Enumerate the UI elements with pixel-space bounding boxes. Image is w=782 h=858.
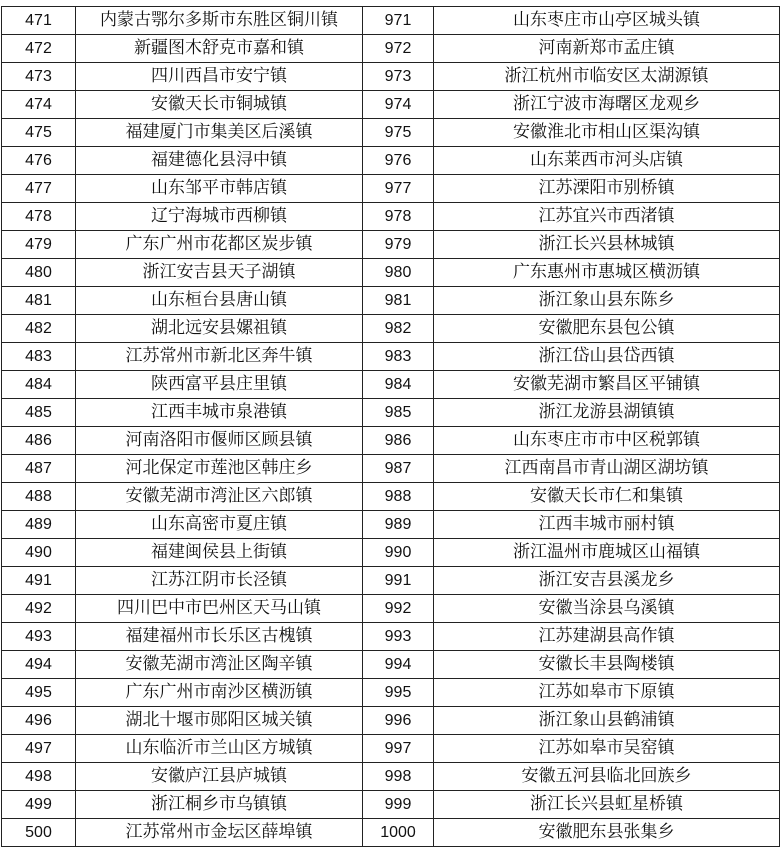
rank-right-cell: 986 xyxy=(363,427,434,455)
town-right-cell: 河南新郑市孟庄镇 xyxy=(434,35,780,63)
rank-left-cell: 491 xyxy=(2,567,76,595)
town-right-cell: 江西丰城市丽村镇 xyxy=(434,511,780,539)
town-ranking-table xyxy=(1,6,780,847)
town-left-cell: 江苏常州市新北区奔牛镇 xyxy=(76,343,363,371)
rank-left-cell: 492 xyxy=(2,595,76,623)
rank-right-cell: 987 xyxy=(363,455,434,483)
town-left-cell: 福建厦门市集美区后溪镇 xyxy=(76,119,363,147)
town-right-cell: 浙江龙游县湖镇镇 xyxy=(434,399,780,427)
rank-left-cell: 472 xyxy=(2,35,76,63)
town-right-cell: 安徽当涂县乌溪镇 xyxy=(434,595,780,623)
town-left-cell: 湖北十堰市郧阳区城关镇 xyxy=(76,707,363,735)
table-row xyxy=(2,315,780,343)
rank-left-cell: 497 xyxy=(2,735,76,763)
town-right-cell: 山东枣庄市市中区税郭镇 xyxy=(434,427,780,455)
town-right-cell: 浙江长兴县虹星桥镇 xyxy=(434,791,780,819)
table-row xyxy=(2,735,780,763)
table-row xyxy=(2,7,780,35)
table-row xyxy=(2,679,780,707)
table-row xyxy=(2,763,780,791)
town-left-cell: 福建福州市长乐区古槐镇 xyxy=(76,623,363,651)
rank-right-cell: 979 xyxy=(363,231,434,259)
table-row xyxy=(2,203,780,231)
table-row xyxy=(2,399,780,427)
rank-left-cell: 471 xyxy=(2,7,76,35)
table-row xyxy=(2,567,780,595)
town-left-cell: 江西丰城市泉港镇 xyxy=(76,399,363,427)
rank-right-cell: 993 xyxy=(363,623,434,651)
town-left-cell: 安徽庐江县庐城镇 xyxy=(76,763,363,791)
rank-left-cell: 489 xyxy=(2,511,76,539)
town-right-cell: 广东惠州市惠城区横沥镇 xyxy=(434,259,780,287)
rank-left-cell: 478 xyxy=(2,203,76,231)
table-row xyxy=(2,595,780,623)
town-left-cell: 湖北远安县嫘祖镇 xyxy=(76,315,363,343)
rank-left-cell: 498 xyxy=(2,763,76,791)
table-row xyxy=(2,707,780,735)
town-right-cell: 安徽芜湖市繁昌区平铺镇 xyxy=(434,371,780,399)
rank-left-cell: 475 xyxy=(2,119,76,147)
town-left-cell: 江苏常州市金坛区薛埠镇 xyxy=(76,819,363,847)
rank-left-cell: 499 xyxy=(2,791,76,819)
rank-left-cell: 490 xyxy=(2,539,76,567)
rank-right-cell: 971 xyxy=(363,7,434,35)
rank-left-cell: 484 xyxy=(2,371,76,399)
town-left-cell: 安徽芜湖市湾沚区陶辛镇 xyxy=(76,651,363,679)
town-right-cell: 江西南昌市青山湖区湖坊镇 xyxy=(434,455,780,483)
town-right-cell: 浙江象山县鹤浦镇 xyxy=(434,707,780,735)
town-left-cell: 陕西富平县庄里镇 xyxy=(76,371,363,399)
rank-right-cell: 989 xyxy=(363,511,434,539)
town-left-cell: 广东广州市花都区炭步镇 xyxy=(76,231,363,259)
town-right-cell: 安徽淮北市相山区渠沟镇 xyxy=(434,119,780,147)
rank-right-cell: 976 xyxy=(363,147,434,175)
town-left-cell: 江苏江阴市长泾镇 xyxy=(76,567,363,595)
town-right-cell: 山东莱西市河头店镇 xyxy=(434,147,780,175)
town-right-cell: 浙江杭州市临安区太湖源镇 xyxy=(434,63,780,91)
rank-right-cell: 991 xyxy=(363,567,434,595)
rank-right-cell: 1000 xyxy=(363,819,434,847)
table-row xyxy=(2,175,780,203)
rank-left-cell: 479 xyxy=(2,231,76,259)
table-row xyxy=(2,287,780,315)
table-row xyxy=(2,651,780,679)
rank-left-cell: 473 xyxy=(2,63,76,91)
rank-right-cell: 980 xyxy=(363,259,434,287)
rank-left-cell: 474 xyxy=(2,91,76,119)
rank-right-cell: 998 xyxy=(363,763,434,791)
town-left-cell: 山东临沂市兰山区方城镇 xyxy=(76,735,363,763)
rank-left-cell: 493 xyxy=(2,623,76,651)
table-body xyxy=(2,7,780,847)
rank-left-cell: 477 xyxy=(2,175,76,203)
town-left-cell: 浙江安吉县天子湖镇 xyxy=(76,259,363,287)
town-right-cell: 浙江长兴县林城镇 xyxy=(434,231,780,259)
table-row xyxy=(2,539,780,567)
town-right-cell: 江苏建湖县高作镇 xyxy=(434,623,780,651)
rank-right-cell: 999 xyxy=(363,791,434,819)
rank-left-cell: 487 xyxy=(2,455,76,483)
town-right-cell: 安徽长丰县陶楼镇 xyxy=(434,651,780,679)
rank-left-cell: 496 xyxy=(2,707,76,735)
table-row xyxy=(2,35,780,63)
rank-right-cell: 972 xyxy=(363,35,434,63)
town-right-cell: 浙江宁波市海曙区龙观乡 xyxy=(434,91,780,119)
town-right-cell: 江苏如皋市下原镇 xyxy=(434,679,780,707)
rank-right-cell: 978 xyxy=(363,203,434,231)
rank-left-cell: 476 xyxy=(2,147,76,175)
rank-right-cell: 982 xyxy=(363,315,434,343)
town-right-cell: 浙江安吉县溪龙乡 xyxy=(434,567,780,595)
town-left-cell: 山东高密市夏庄镇 xyxy=(76,511,363,539)
table-row xyxy=(2,819,780,847)
town-right-cell: 江苏溧阳市别桥镇 xyxy=(434,175,780,203)
town-right-cell: 山东枣庄市山亭区城头镇 xyxy=(434,7,780,35)
town-left-cell: 新疆图木舒克市嘉和镇 xyxy=(76,35,363,63)
town-left-cell: 河北保定市莲池区韩庄乡 xyxy=(76,455,363,483)
town-left-cell: 浙江桐乡市乌镇镇 xyxy=(76,791,363,819)
rank-right-cell: 992 xyxy=(363,595,434,623)
rank-right-cell: 975 xyxy=(363,119,434,147)
town-right-cell: 安徽天长市仁和集镇 xyxy=(434,483,780,511)
table-row xyxy=(2,455,780,483)
table-row xyxy=(2,147,780,175)
table-row xyxy=(2,231,780,259)
rank-left-cell: 482 xyxy=(2,315,76,343)
town-left-cell: 辽宁海城市西柳镇 xyxy=(76,203,363,231)
town-right-cell: 浙江象山县东陈乡 xyxy=(434,287,780,315)
rank-right-cell: 973 xyxy=(363,63,434,91)
rank-left-cell: 488 xyxy=(2,483,76,511)
town-left-cell: 福建德化县浔中镇 xyxy=(76,147,363,175)
rank-right-cell: 985 xyxy=(363,399,434,427)
rank-left-cell: 480 xyxy=(2,259,76,287)
rank-left-cell: 486 xyxy=(2,427,76,455)
town-left-cell: 河南洛阳市偃师区顾县镇 xyxy=(76,427,363,455)
town-left-cell: 福建闽侯县上街镇 xyxy=(76,539,363,567)
table-row xyxy=(2,119,780,147)
rank-right-cell: 988 xyxy=(363,483,434,511)
rank-left-cell: 500 xyxy=(2,819,76,847)
town-right-cell: 安徽肥东县张集乡 xyxy=(434,819,780,847)
rank-right-cell: 990 xyxy=(363,539,434,567)
town-right-cell: 浙江温州市鹿城区山福镇 xyxy=(434,539,780,567)
town-left-cell: 安徽芜湖市湾沚区六郎镇 xyxy=(76,483,363,511)
rank-right-cell: 974 xyxy=(363,91,434,119)
rank-right-cell: 995 xyxy=(363,679,434,707)
town-right-cell: 江苏如皋市吴窑镇 xyxy=(434,735,780,763)
town-right-cell: 浙江岱山县岱西镇 xyxy=(434,343,780,371)
rank-left-cell: 481 xyxy=(2,287,76,315)
town-left-cell: 内蒙古鄂尔多斯市东胜区铜川镇 xyxy=(76,7,363,35)
town-right-cell: 安徽肥东县包公镇 xyxy=(434,315,780,343)
rank-right-cell: 984 xyxy=(363,371,434,399)
table-row xyxy=(2,343,780,371)
town-right-cell: 安徽五河县临北回族乡 xyxy=(434,763,780,791)
table-row xyxy=(2,371,780,399)
table-row xyxy=(2,791,780,819)
rank-left-cell: 483 xyxy=(2,343,76,371)
town-left-cell: 安徽天长市铜城镇 xyxy=(76,91,363,119)
table-row xyxy=(2,91,780,119)
table-row xyxy=(2,427,780,455)
town-left-cell: 山东邹平市韩店镇 xyxy=(76,175,363,203)
town-left-cell: 山东桓台县唐山镇 xyxy=(76,287,363,315)
rank-right-cell: 983 xyxy=(363,343,434,371)
rank-left-cell: 485 xyxy=(2,399,76,427)
town-left-cell: 广东广州市南沙区横沥镇 xyxy=(76,679,363,707)
rank-right-cell: 981 xyxy=(363,287,434,315)
table-row xyxy=(2,511,780,539)
table-row xyxy=(2,63,780,91)
town-right-cell: 江苏宜兴市西渚镇 xyxy=(434,203,780,231)
rank-left-cell: 494 xyxy=(2,651,76,679)
table-row xyxy=(2,259,780,287)
table-row xyxy=(2,483,780,511)
town-left-cell: 四川巴中市巴州区天马山镇 xyxy=(76,595,363,623)
town-left-cell: 四川西昌市安宁镇 xyxy=(76,63,363,91)
rank-right-cell: 994 xyxy=(363,651,434,679)
rank-right-cell: 977 xyxy=(363,175,434,203)
table-row xyxy=(2,623,780,651)
rank-left-cell: 495 xyxy=(2,679,76,707)
rank-right-cell: 996 xyxy=(363,707,434,735)
rank-right-cell: 997 xyxy=(363,735,434,763)
